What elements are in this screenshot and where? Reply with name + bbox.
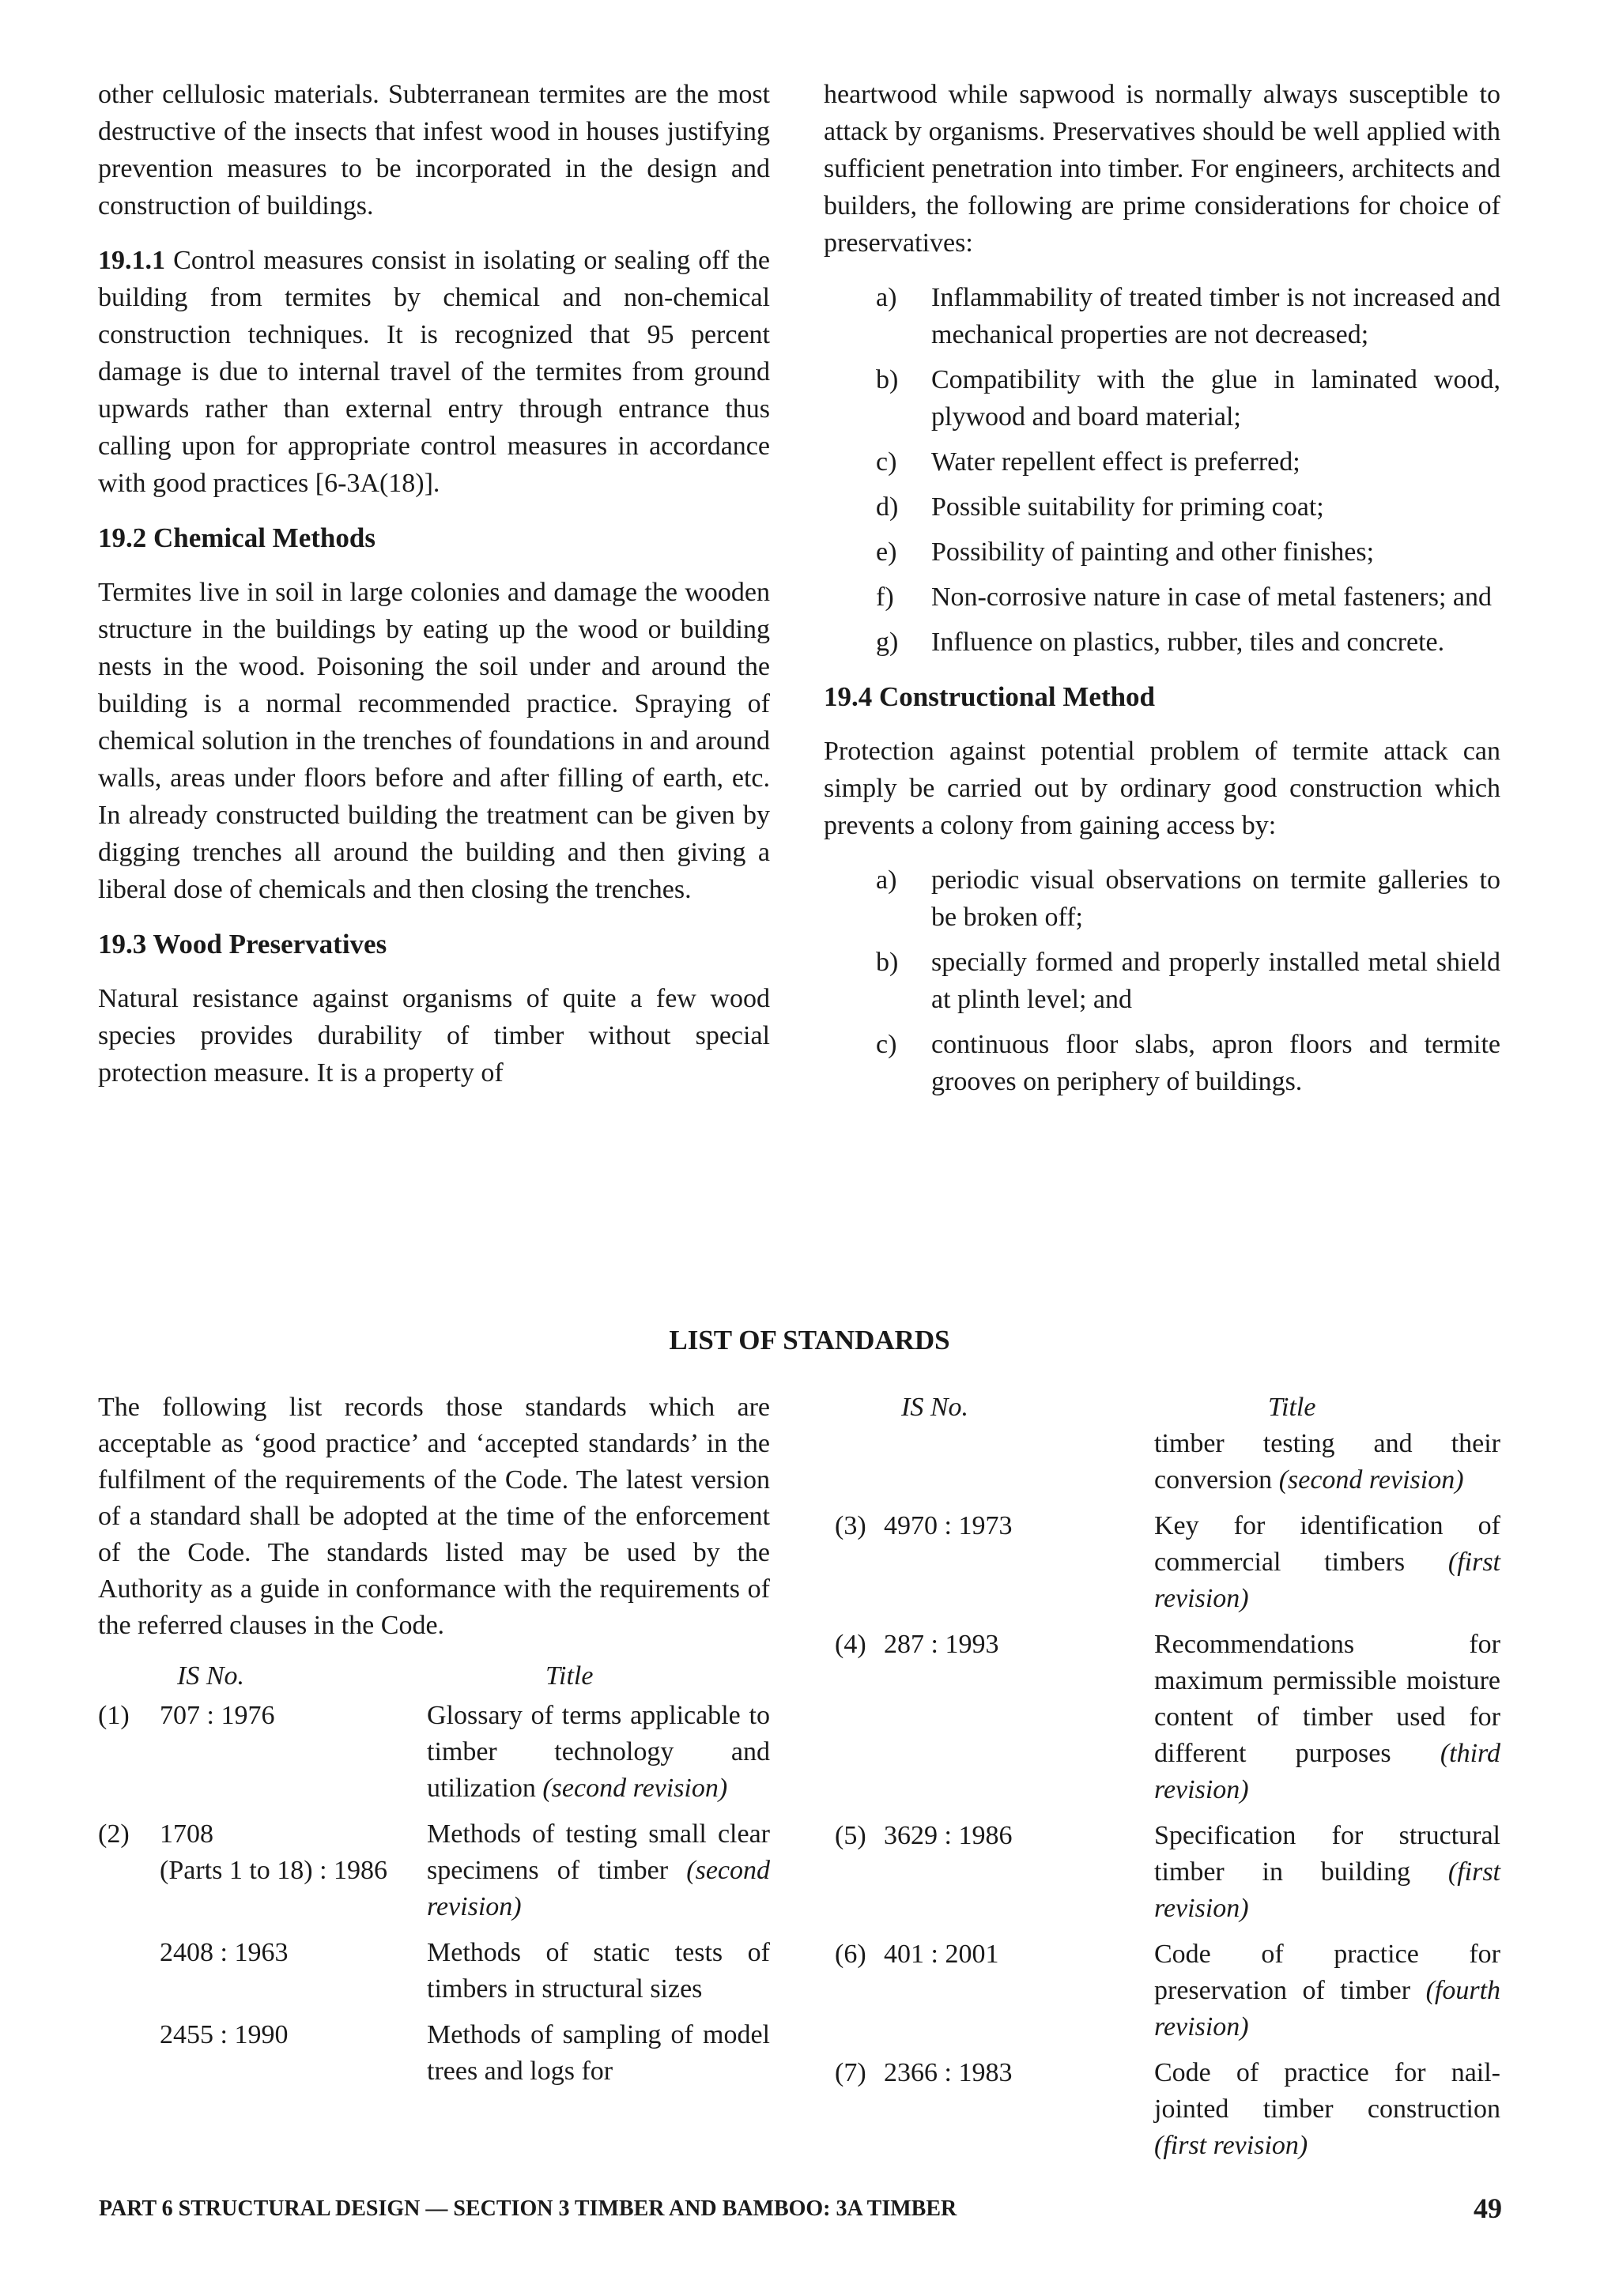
standards-left-rows	[98, 1698, 770, 2090]
list-item-text: Compatibility with the glue in laminated wood, plywood and board material;	[931, 365, 1500, 432]
list-item-text: Non-corrosive nature in case of metal fasteners; and	[931, 582, 1492, 612]
standard-title-block	[1154, 1818, 1500, 1927]
standard-title: Specification for structural timber in building	[1154, 1821, 1500, 1887]
standard-revision: (third revision)	[1154, 1739, 1500, 1804]
list-item-label: g)	[876, 628, 899, 657]
list-item-text: Influence on plastics, rubber, tiles and concrete.	[931, 628, 1445, 657]
standard-number: (7)	[835, 2058, 866, 2087]
constructional-method-list	[824, 861, 1500, 1100]
heading-19-2: 19.2 Chemical Methods	[98, 522, 376, 553]
standard-row	[835, 1627, 1500, 1808]
list-of-standards-heading: LIST OF STANDARDS	[669, 1325, 950, 1355]
standards-right-rows	[835, 1508, 1500, 2164]
standard-revision: (second revision)	[427, 1856, 771, 1921]
heading-19-3: 19.3 Wood Preservatives	[98, 929, 387, 959]
list-item-label: e)	[876, 537, 897, 567]
footer-text: PART 6 STRUCTURAL DESIGN — SECTION 3 TIMBER AND BAMBOO: 3A TIMBER	[99, 2196, 957, 2221]
list-item-label: c)	[876, 1030, 897, 1059]
standard-title-block	[1154, 1936, 1500, 2045]
list-item	[824, 533, 1500, 571]
standard-title: Methods of testing small clear specimens of timber	[427, 1819, 770, 1885]
standard-revision: (first revision)	[1154, 1548, 1500, 1613]
list-item-text: continuous floor slabs, apron floors and termite grooves on periphery of buildings.	[931, 1030, 1500, 1096]
standard-revision: (first revision)	[1154, 2131, 1308, 2160]
standard-is-number: 287 : 1993	[884, 1630, 999, 1659]
para-19-2: Termites live in soil in large colonies and damage the wooden structure in the buildings by eating up the wood or building nests in the wood. Poisoning the soil under and around the building is a normal recommended practice. Spraying of chemical solution in the trenches of foundations in and around walls, areas under floors before and after filling of earth, etc. In already constructed building the treatment can be given by digging trenches all around the building and then giving a liberal dose of chemicals and then closing the trenches.	[98, 578, 770, 904]
standard-row	[835, 1936, 1500, 2045]
right-column	[824, 76, 1500, 1118]
standard-row	[835, 1508, 1500, 1617]
heading-19-4: 19.4 Constructional Method	[824, 681, 1156, 712]
standard-is-number: 707 : 1976	[160, 1701, 275, 1730]
standard-title-block	[427, 1698, 770, 1807]
standard-title-block	[427, 1935, 770, 2008]
standard-number: (1)	[98, 1701, 130, 1730]
list-item-label: c)	[876, 447, 897, 477]
list-item-label: b)	[876, 365, 899, 394]
standard-title-block	[1154, 1508, 1500, 1617]
left-column	[98, 76, 770, 1109]
standard-row	[835, 2055, 1500, 2164]
list-item-label: a)	[876, 283, 897, 312]
title-header: Title	[1268, 1393, 1316, 1422]
standards-left	[98, 1389, 770, 2099]
list-item-text: Possibility of painting and other finishes;	[931, 537, 1375, 567]
standard-is-number: 2455 : 1990	[160, 2020, 289, 2049]
standard-title: Methods of sampling of model trees and logs for	[427, 2020, 770, 2086]
standard-title: Code of practice for nail-jointed timber construction	[1154, 2058, 1500, 2124]
title-header: Title	[545, 1661, 594, 1691]
standard-title: Methods of static tests of timbers in structural sizes	[427, 1938, 770, 2004]
standard-number: (5)	[835, 1821, 866, 1850]
standard-row	[98, 1935, 770, 2008]
standard-number: (4)	[835, 1630, 866, 1659]
list-item-label: b)	[876, 948, 899, 977]
list-item-label: d)	[876, 492, 899, 522]
list-item-text: periodic visual observations on termite galleries to be broken off;	[931, 865, 1500, 932]
list-item	[824, 624, 1500, 661]
para-intro: other cellulosic materials. Subterranean termites are the most destructive of the insects that infest wood in houses justifying prevention measures to be incorporated in the design and construction of buildings.	[98, 80, 770, 221]
page-number: 49	[1474, 2192, 1502, 2224]
list-item	[824, 361, 1500, 435]
list-item	[824, 861, 1500, 936]
standard-row	[98, 1816, 770, 1925]
list-item	[824, 944, 1500, 1018]
list-item-label: f)	[876, 582, 894, 612]
standard-title-block	[1154, 1627, 1500, 1808]
standard-is-number: 2408 : 1963	[160, 1938, 289, 1967]
is-no-header: IS No.	[177, 1661, 244, 1691]
page-footer	[99, 2192, 1502, 2224]
standard-title: Glossary of terms applicable to timber technology and utilization	[427, 1701, 770, 1803]
clause-19-1-1	[98, 242, 770, 502]
standard-row-continued	[835, 1426, 1500, 1499]
para-19-4: Protection against potential problem of termite attack can simply be carried out by ordinary good construction which prevents a colony from gaining access by:	[824, 737, 1500, 840]
standard-is-number: 1708 (Parts 1 to 18) : 1986	[160, 1819, 388, 1885]
list-item	[824, 443, 1500, 481]
standard-is-number: 3629 : 1986	[884, 1821, 1013, 1850]
preservative-considerations-list	[824, 279, 1500, 661]
standard-is-number: 4970 : 1973	[884, 1511, 1013, 1540]
standard-title-block	[427, 2017, 770, 2090]
standard-revision: (second revision)	[1278, 1465, 1464, 1495]
standard-title-block	[1154, 2055, 1500, 2164]
standards-intro: The following list records those standards which are acceptable as ‘good practice’ and ‘accepted standards’ in the fulfilment of the requirements of the Code. The latest version of a standard shall be adopted at the time of the enforcement of the Code. The standards listed may be used by the Authority as a guide in conformance with the requirements of the referred clauses in the Code.	[98, 1393, 770, 1640]
standard-is-number: 2366 : 1983	[884, 2058, 1013, 2087]
clause-number: 19.1.1	[98, 246, 165, 275]
standard-title: Key for identification of commercial timbers	[1154, 1511, 1500, 1577]
standards-header-right	[835, 1389, 1500, 1426]
list-item	[824, 488, 1500, 526]
is-no-header: IS No.	[901, 1393, 968, 1422]
list-item-text: Inflammability of treated timber is not increased and mechanical properties are not decreased;	[931, 283, 1500, 349]
list-item-text: Possible suitability for priming coat;	[931, 492, 1324, 522]
standard-title: Code of practice for preservation of timber	[1154, 1940, 1500, 2005]
standard-number: (2)	[98, 1819, 130, 1849]
standard-number: (6)	[835, 1940, 866, 1969]
list-item	[824, 1026, 1500, 1100]
standard-title: Recommendations for maximum permissible moisture content of timber used for different purposes	[1154, 1630, 1500, 1768]
standard-row	[835, 1818, 1500, 1927]
standard-number: (3)	[835, 1511, 866, 1540]
standard-revision: (second revision)	[542, 1774, 728, 1803]
standards-right	[835, 1389, 1500, 2173]
list-item	[824, 279, 1500, 353]
para-continued: heartwood while sapwood is normally always susceptible to attack by organisms. Preservatives should be well applied with sufficient penetration into timber. For engineers, architects and builders, the following are prime considerations for choice of preservatives:	[824, 80, 1500, 258]
standards-header	[98, 1658, 770, 1698]
list-item-label: a)	[876, 865, 897, 895]
standard-row	[98, 2017, 770, 2090]
standard-revision: (first revision)	[1154, 1857, 1500, 1923]
standard-revision: (fourth revision)	[1154, 1976, 1501, 2042]
standard-title-block	[427, 1816, 770, 1925]
standard-title: timber testing and their conversion	[1154, 1429, 1500, 1495]
standard-row	[98, 1698, 770, 1807]
para-19-3: Natural resistance against organisms of quite a few wood species provides durability of timber without special protection measure. It is a property of	[98, 984, 770, 1088]
list-item-text: Water repellent effect is preferred;	[931, 447, 1300, 477]
list-item-text: specially formed and properly installed metal shield at plinth level; and	[931, 948, 1500, 1014]
standard-is-number: 401 : 2001	[884, 1940, 999, 1969]
list-item	[824, 579, 1500, 616]
clause-text: Control measures consist in isolating or sealing off the building from termites by chemical and non-chemical construction techniques. It is recognized that 95 percent damage is due to internal travel of the termites from ground upwards rather than external entry through entrance thus calling upon for appropriate control measures in accordance with good practices [6-3A(18)].	[98, 246, 770, 498]
